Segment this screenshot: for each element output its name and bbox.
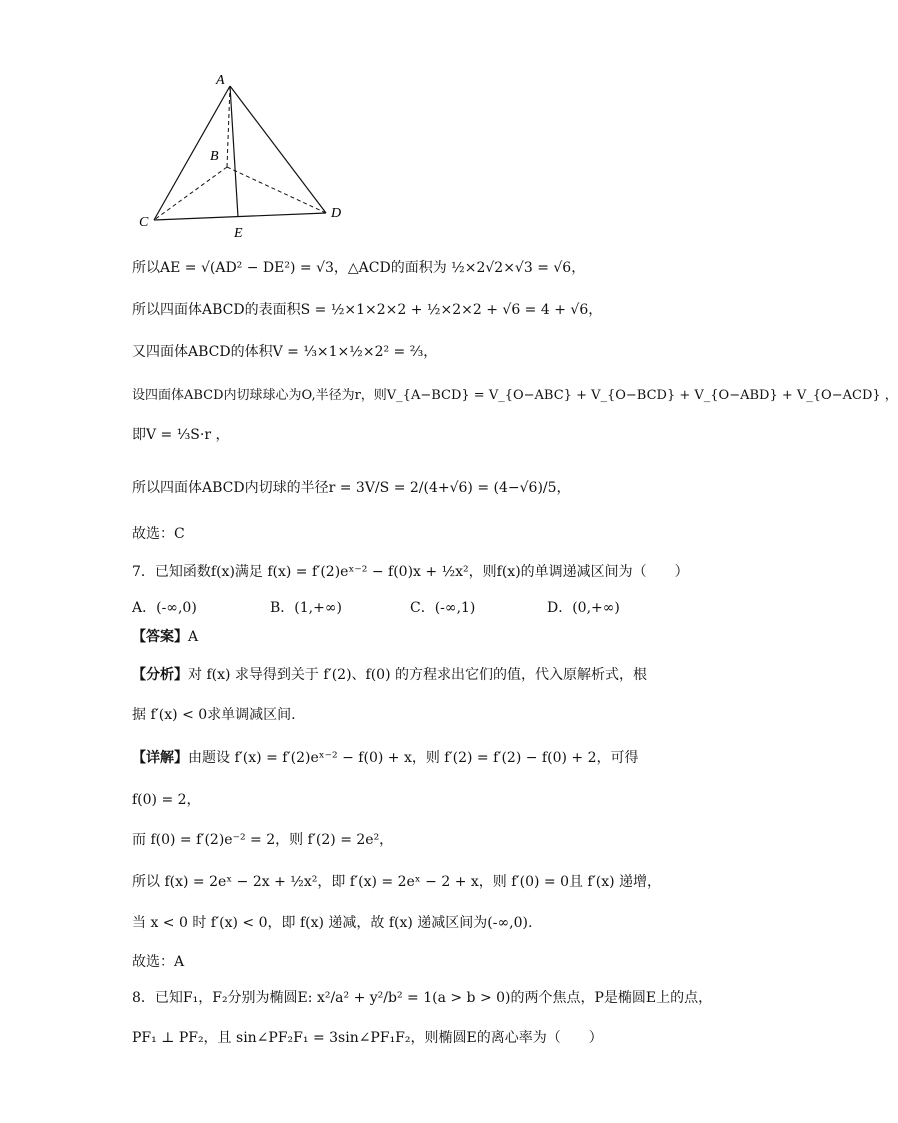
edge-AD [230, 86, 326, 213]
analysis-text-1: 对 f(x) 求导得到关于 f′(2)、f(0) 的方程求出它们的值，代入原解析式，根 [188, 667, 648, 683]
q7-detail-line3: 而 f(0) = f′(2)e⁻² = 2，则 f′(2) = 2e²， [132, 832, 394, 848]
q7-detail-line1 [132, 748, 639, 768]
edge-BD-hidden [227, 167, 326, 213]
sol6-line5: 即V = ⅓S·r ， [132, 427, 230, 443]
q7-option-d: D．(0,+∞) [547, 600, 620, 616]
label-B: B [210, 149, 219, 164]
edge-BC-hidden [154, 167, 227, 220]
analysis-tag: 【分析】 [132, 667, 188, 683]
answer-value: A [188, 629, 199, 645]
sol6-answer: 故选：C [132, 526, 185, 542]
q7-answer-line [132, 627, 198, 647]
q7-detail-line5: 当 x < 0 时 f′(x) < 0，即 f(x) 递减，故 f(x) 递减区间为(-∞,0). [132, 915, 533, 931]
q7-final: 故选：A [132, 954, 185, 970]
q7-detail-line4: 所以 f(x) = 2eˣ − 2x + ½x²，即 f′(x) = 2eˣ − 2 + x，则 f′(0) = 0且 f′(x) 递增， [132, 874, 662, 890]
detail-text-1: 由题设 f′(x) = f′(2)eˣ⁻² − f(0) + x，则 f′(2) = f′(2) − f(0) + 2，可得 [188, 750, 639, 766]
tetrahedron-figure [130, 70, 360, 250]
sol6-line1: 所以AE = √(AD² − DE²) = √3，△ACD的面积为 ½×2√2×√3 = √6， [132, 260, 586, 276]
q7-option-b: B．(1,+∞) [270, 600, 342, 616]
q7-analysis-line1 [132, 665, 647, 685]
sol6-line6: 所以四面体ABCD内切球的半径r = 3V/S = 2/(4+√6) = (4−√6)/5， [132, 480, 571, 496]
q8-stem-2: PF₁ ⊥ PF₂，且 sin∠PF₂F₁ = 3sin∠PF₁F₂，则椭圆E的离心率为（ ） [132, 1030, 603, 1046]
label-E: E [234, 226, 243, 241]
sol6-line2: 所以四面体ABCD的表面积S = ½×1×2×2 + ½×2×2 + √6 = 4 + √6， [132, 302, 603, 318]
edge-AB-hidden [227, 86, 230, 167]
q7-detail-line2: f(0) = 2， [132, 792, 201, 808]
label-C: C [139, 215, 149, 230]
detail-tag: 【详解】 [132, 750, 188, 766]
segment-AE [230, 86, 238, 217]
sol6-line4: 设四面体ABCD内切球球心为O,半径为r，则V_{A−BCD} = V_{O−ABC} + V_{O−BCD} + V_{O−ABD} + V_{O−ACD} ， [132, 388, 898, 403]
edge-AC [154, 86, 230, 220]
q8-stem-1: 8．已知F₁，F₂分别为椭圆E: x²/a² + y²/b² = 1(a > b > 0)的两个焦点，P是椭圆E上的点， [132, 990, 713, 1006]
q7-analysis-line2: 据 f′(x) < 0求单调减区间. [132, 707, 296, 723]
sol6-line3: 又四面体ABCD的体积V = ⅓×1×½×2² = ⅔， [132, 344, 438, 360]
answer-tag: 【答案】 [132, 629, 188, 645]
edge-CD [154, 213, 326, 220]
q7-option-a: A．(-∞,0) [132, 600, 197, 616]
label-D: D [331, 206, 342, 221]
q7-stem: 7．已知函数f(x)满足 f(x) = f′(2)eˣ⁻² − f(0)x + ½x²，则f(x)的单调递减区间为（ ） [132, 564, 689, 580]
label-A: A [216, 73, 225, 88]
q7-option-c: C．(-∞,1) [410, 600, 476, 616]
